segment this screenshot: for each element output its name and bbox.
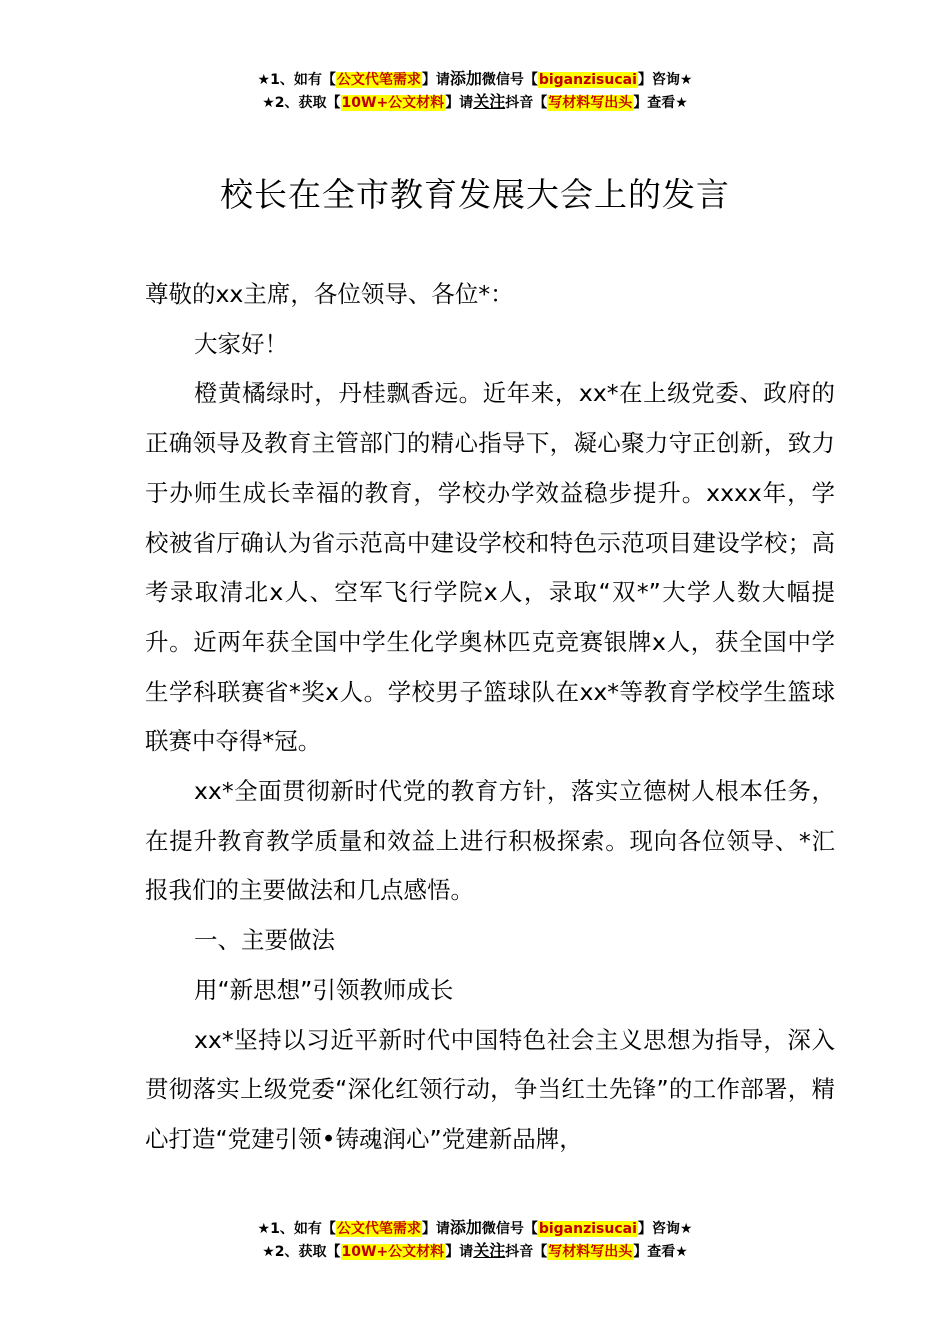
body-paragraph: xx*坚持以习近平新时代中国特色社会主义思想为指导，深入贯彻落实上级党委“深化红领行动，争当红土先锋”的工作部署，精心打造“党建引领•铸魂润心”党建新品牌， [145, 1025, 835, 1153]
banner-highlight: 10W+公文材料 [341, 95, 445, 111]
banner-text: 】请 [421, 72, 450, 88]
banner-text: 】请 [421, 1221, 450, 1237]
banner-text: 微信号【 [481, 1221, 538, 1237]
banner-text: 】请 [445, 95, 474, 111]
banner-highlight: 公文代笔需求 [336, 72, 421, 88]
banner-text: 】请 [445, 1244, 474, 1260]
banner-text: ★2、获取【 [262, 1244, 341, 1260]
body-paragraph: 橙黄橘绿时，丹桂飘香远。近年来，xx*在上级党委、政府的正确领导及教育主管部门的精心指导下，凝心聚力守正创新，致力于办师生成长幸福的教育，学校办学效益稳步提升。xxxx年，学校被省厅确认为省示范高中建设学校和特色示范项目建设学校；高考录取清北x人、空军飞行学院x人，录取“双*”大学人数大幅提升。近两年获全国中学生化学奥林匹克竞赛银牌x人，获全国中学生学科联赛省*奖x人。学校男子篮球队在xx*等教育学校学生篮球联赛中夺得*冠。 [145, 379, 835, 756]
banner-line-1 [0, 1217, 950, 1240]
banner-highlight: 写材料写出头 [548, 95, 633, 111]
banner-highlight: biganzisucai [538, 72, 637, 88]
banner-text: ★1、如有【 [257, 72, 336, 88]
banner-highlight: 公文代笔需求 [336, 1221, 421, 1237]
page-title: 校长在全市教育发展大会上的发言 [220, 175, 730, 214]
banner-text: 抖音【 [505, 95, 548, 111]
banner-text: 】查看★ [633, 95, 688, 111]
subsection-heading: 用“新思想”引领教师成长 [194, 975, 454, 1004]
body-paragraph: xx*全面贯彻新时代党的教育方针，落实立德树人根本任务，在提升教育教学质量和效益上进行积极探索。现向各位领导、*汇报我们的主要做法和几点感悟。 [145, 777, 835, 905]
banner-text: 】查看★ [633, 1244, 688, 1260]
banner-highlight: 10W+公文材料 [341, 1244, 445, 1260]
banner-emphasis: 关注 [473, 1241, 506, 1260]
banner-text: ★1、如有【 [257, 1221, 336, 1237]
banner-text: ★2、获取【 [262, 95, 341, 111]
banner-text: 微信号【 [481, 72, 538, 88]
banner-text: 】咨询★ [637, 72, 693, 88]
banner-text: 】咨询★ [637, 1221, 693, 1237]
bottom-banner [0, 1217, 950, 1263]
banner-emphasis: 添加 [449, 69, 482, 88]
banner-emphasis: 添加 [449, 1218, 482, 1237]
salutation: 尊敬的xx主席，各位领导、各位*： [145, 280, 514, 308]
banner-line-2 [0, 1240, 950, 1263]
banner-highlight: 写材料写出头 [548, 1244, 633, 1260]
banner-line-1 [0, 68, 950, 91]
banner-emphasis: 关注 [473, 92, 506, 111]
banner-text: 抖音【 [505, 1244, 548, 1260]
banner-highlight: biganzisucai [538, 1221, 637, 1237]
greeting-paragraph: 大家好！ [194, 329, 288, 358]
section-heading: 一、主要做法 [194, 926, 335, 955]
top-banner [0, 68, 950, 114]
banner-line-2 [0, 91, 950, 114]
document-body [145, 270, 835, 1165]
